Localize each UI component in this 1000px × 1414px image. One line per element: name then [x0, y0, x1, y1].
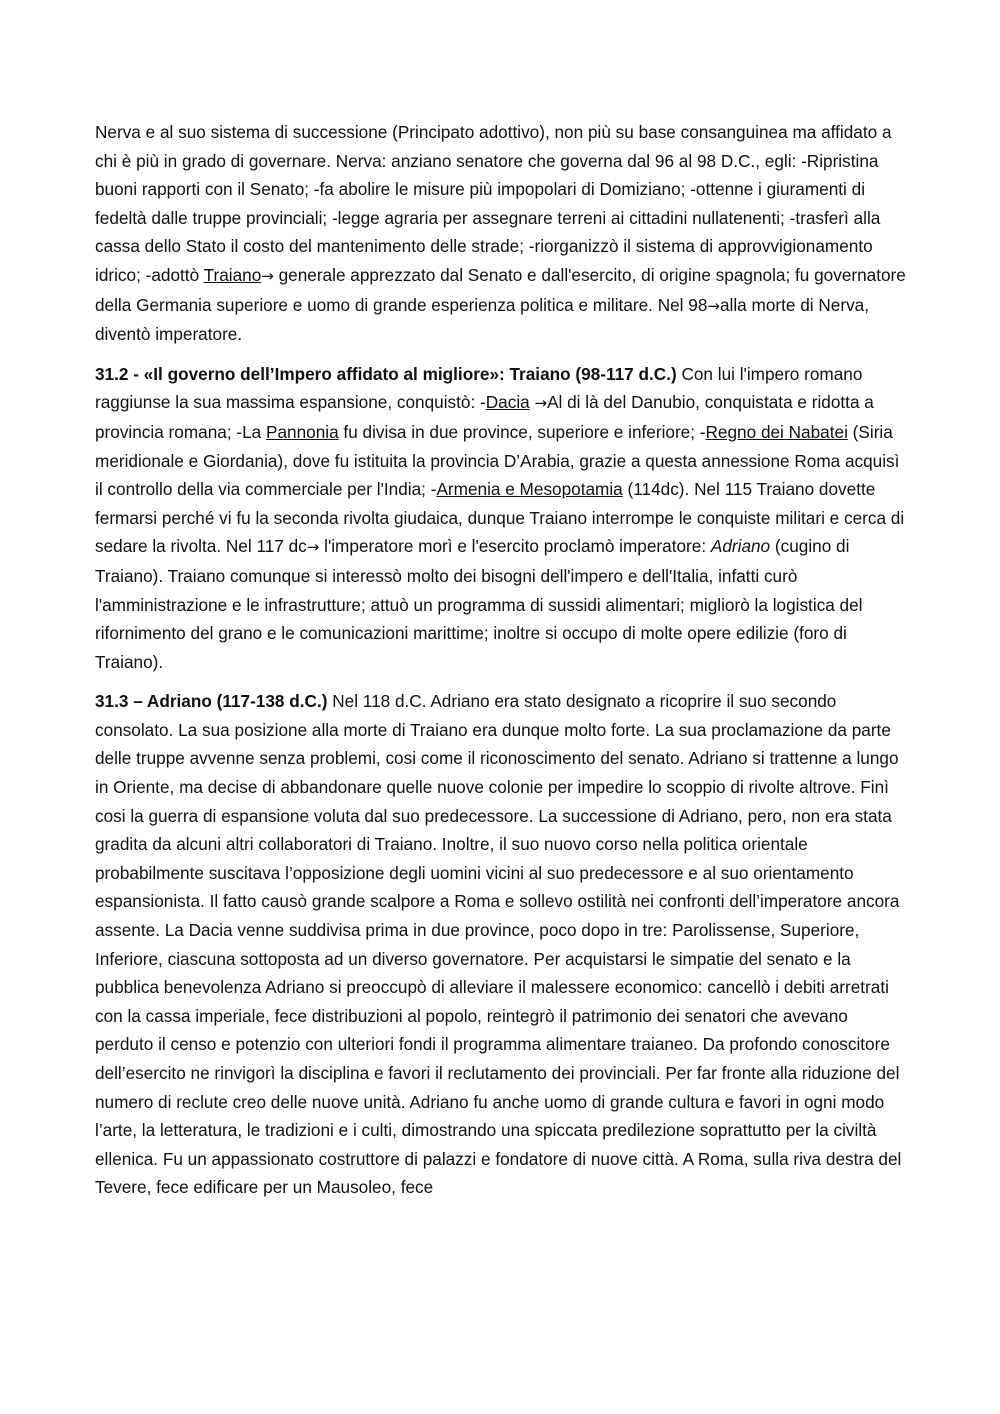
emphasis-adriano: Adriano	[710, 536, 771, 557]
text-run: (114dc). Nel 115 Traiano dovette fermarsi perché vi fu la seconda rivolta giudaica, dunque Traiano interrompe le conquiste militari e cerca di sedare la rivolta. Nel 117 dc	[95, 479, 905, 557]
text-run: (cugino di Traiano). Traiano comunque si interessò molto dei bisogni dell'impero e dell'Italia, infatti curò l'amministrazione e le infrastrutture; attuò un programma di sussidi alimentari; migliorò la logistica del rifornimento del grano e le comunicazioni marittime; inoltre si occupo di molte opere edilizie (foro di Traiano).	[95, 536, 863, 672]
text-run: generale apprezzato dal Senato e dall'esercito, di origine spagnola; fu governatore della Germania superiore e uomo di grande esperienza politica e militare. Nel 98	[95, 264, 906, 315]
link-dacia[interactable]: Dacia	[485, 392, 530, 413]
text-run: (Siria meridionale e Giordania), dove fu istituita la provincia D’Arabia, grazie a questa annessione Roma acquisì il controllo della via commerciale per l'India; -	[95, 421, 900, 500]
link-regno-nabatei[interactable]: Regno dei Nabatei	[705, 421, 848, 442]
arrow-icon: →	[261, 266, 274, 285]
link-pannonia[interactable]: Pannonia	[266, 421, 339, 442]
section-heading-31-3: 31.3 – Adriano (117-138 d.C.)	[95, 691, 328, 712]
document-page	[95, 118, 907, 1213]
link-armenia-mesopotamia[interactable]: Armenia e Mesopotamia	[436, 479, 623, 500]
arrow-icon: →	[306, 538, 320, 557]
paragraph-adriano	[95, 687, 907, 1202]
arrow-icon: →	[529, 394, 548, 413]
text-run: alla morte di Nerva, diventò imperatore.	[95, 294, 869, 345]
paragraph-nerva	[95, 118, 907, 349]
link-traiano[interactable]: Traiano	[203, 264, 262, 285]
arrow-icon: →	[707, 296, 720, 315]
paragraph-traiano	[95, 360, 907, 677]
text-run: fu divisa in due province, superiore e inferiore; -	[338, 421, 706, 442]
text-run: Nerva e al suo sistema di successione (Principato adottivo), non più su base consanguinea ma affidato a chi è più in grado di governare. Nerva: anziano senatore che governa dal 96 al 98 D.C., egli: -Ripristina buoni rapporti con il Senato; -fa abolire le misure più impopolari di Domiziano; -ottenne i giuramenti di fedeltà dalle truppe provinciali; -legge agraria per assegnare terreni ai cittadini nullatenenti; -trasferì alla cassa dello Stato il costo del mantenimento delle strade; -riorganizzò il sistema di approvvigionamento idrico; -adottò	[95, 122, 892, 285]
text-run: Al di là del Danubio, conquistata e ridotta a provincia romana; -La	[95, 392, 874, 442]
text-run: Nel 118 d.C. Adriano era stato designato a ricoprire il suo secondo consolato. La sua posizione alla morte di Traiano era dunque molto forte. La sua proclamazione da parte delle truppe avvenne senza problemi, cosi come il riconoscimento del senato. Adriano si trattenne a lungo in Oriente, ma decise di abbandonare quelle nuove colonie per impedire lo scoppio di rivolte altrove. Finì cosi la guerra di espansione voluta dal suo predecessore. La successione di Adriano, pero, non era stata gradita da alcuni altri collaboratori di Traiano. Inoltre, il suo nuovo corso nella politica orientale probabilmente suscitava l’opposizione degli uomini vicini al suo predecessore e al suo orientamento espansionista. Il fatto causò grande scalpore a Roma e sollevo ostilità nei confronti dell’imperatore ancora assente. La Dacia venne suddivisa prima in due province, poco dopo in tre: Parolissense, Superiore, Inferiore, ciascuna sottoposta ad un diverso governatore. Per acquistarsi le simpatie del senato e la pubblica benevolenza Adriano si preoccupò di alleviare il malessere economico: cancellò i debiti arretrati con la cassa imperiale, fece distribuzioni al popolo, reintegrò il patrimonio dei senatori che avevano perduto il censo e potenzio con ulteriori fondi il programma alimentare traianeo. Da profondo conoscitore dell’esercito ne rinvigorì la disciplina e favori il reclutamento dei provinciali. Per far fronte alla riduzione del numero di reclute creo delle nuove unità. Adriano fu anche uomo di grande cultura e favori in ogni modo l’arte, la letteratura, le tradizioni e i culti, dimostrando una spiccata predilezione soprattutto per la civiltà ellenica. Fu un appassionato costruttore di palazzi e fondatore di nuove città. A Roma, sulla riva destra del Tevere, fece edificare per un Mausoleo, fece	[95, 691, 902, 1198]
text-run: l'imperatore morì e l'esercito proclamò imperatore:	[319, 536, 711, 557]
section-heading-31-2: 31.2 - «Il governo dell’Impero affidato al migliore»: Traiano (98-117 d.C.)	[95, 363, 677, 384]
text-run: Con lui l'impero romano raggiunse la sua massima espansione, conquistò: -	[95, 363, 863, 413]
